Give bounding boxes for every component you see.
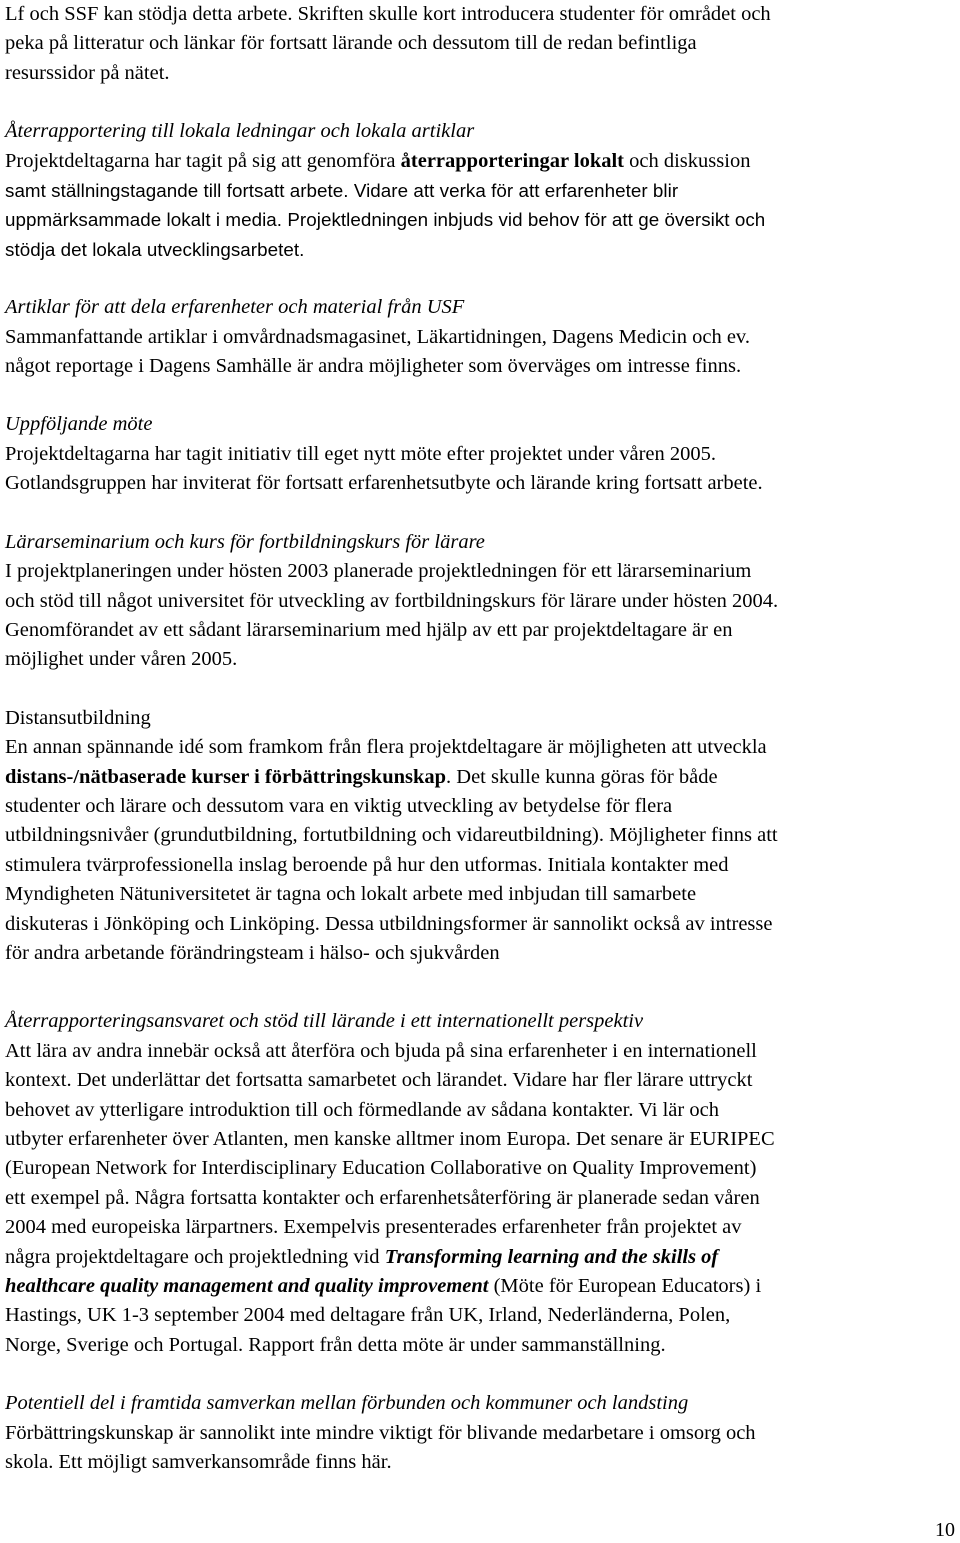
section-international-perspective: [5, 1007, 957, 1360]
section-teacher-seminar: [5, 528, 957, 675]
section-heading: Artiklar för att dela erfarenheter och material från USF: [5, 296, 465, 319]
page-number: 10: [935, 1519, 955, 1541]
text-line: möjlighet under våren 2005.: [5, 648, 238, 671]
text-line: studenter och lärare och dessutom vara en viktig utveckling av betydelse för flera: [5, 794, 673, 817]
text-line: [5, 1243, 957, 1272]
section-heading: Distansutbildning: [5, 706, 151, 729]
text-line: ett exempel på. Några fortsatta kontakter och erfarenhetsåterföring är planerade sedan våren: [5, 1186, 760, 1209]
text-line: (European Network for Interdisciplinary Education Collaborative on Quality Improvement): [5, 1157, 757, 1180]
section-heading: Återrapporteringsansvaret och stöd till lärande i ett internationellt perspektiv: [5, 1010, 644, 1033]
text-line: Projektdeltagarna har tagit initiativ till eget nytt möte efter projektet under våren 2005.: [5, 442, 717, 465]
text-line: resurssidor på nätet.: [5, 61, 170, 84]
text-run: . Det skulle kunna göras för både: [446, 765, 718, 788]
text-line: diskuteras i Jönköping och Linköping. Dessa utbildningsformer är sannolikt också av intresse: [5, 912, 773, 935]
text-line: Lf och SSF kan stödja detta arbete. Skriften skulle kort introducera studenter för området och: [5, 3, 771, 25]
text-line: utbildningsnivåer (grundutbildning, fortutbildning och vidareutbildning). Möjligheter finns att: [5, 824, 778, 847]
text-run: samt ställningstagande till fortsatt arbete.: [5, 180, 349, 202]
section-heading: Uppföljande möte: [5, 413, 153, 436]
text-line: Förbättringskunskap är sannolikt inte mindre viktigt för blivande medarbetare i omsorg och: [5, 1421, 756, 1444]
text-line: 2004 med europeiska lärpartners. Exempelvis presenterades erfarenheter från projektet av: [5, 1216, 742, 1239]
text-run: några projektdeltagare och projektledning vid: [5, 1245, 385, 1268]
text-line: stimulera tvärprofessionella inslag beroende på hur den utformas. Initiala kontakter med: [5, 853, 729, 876]
text-line: Hastings, UK 1-3 september 2004 med deltagare från UK, Irland, Nederländerna, Polen,: [5, 1304, 731, 1327]
text-line: [5, 147, 957, 176]
text-line: Genomförandet av ett sådant lärarseminarium med hjälp av ett par projektdeltagare är en: [5, 618, 733, 641]
text-line: och stöd till något universitet för utveckling av fortbildningskurs för lärare under hösten 2004.: [5, 589, 779, 612]
text-run: (Möte för European Educators) i: [488, 1275, 762, 1298]
conference-title: Transforming learning and the skills of: [384, 1245, 719, 1268]
text-line: Gotlandsgruppen har inviterat för fortsatt erfarenhetsutbyte och lärande kring fortsatt arbete.: [5, 472, 763, 495]
section-follow-up-meeting: [5, 410, 957, 498]
text-line: behovet av ytterligare introduktion till och förmedlande av sådana kontakter. Vi lär och: [5, 1098, 719, 1121]
text-line: I projektplaneringen under hösten 2003 planerade projektledningen för ett lärarseminarium: [5, 560, 752, 583]
section-heading: Potentiell del i framtida samverkan mellan förbunden och kommuner och landsting: [5, 1392, 689, 1415]
text-line: något reportage i Dagens Samhälle är andra möjligheter som överväges om intresse finns.: [5, 355, 742, 378]
text-run: Vidare att verka för att erfarenheter blir: [348, 180, 679, 202]
text-line: kontext. Det underlättar det fortsatta samarbetet och lärandet. Vidare har fler lärare uttryckt: [5, 1069, 753, 1092]
text-run: uppmärksammade lokalt i media.: [5, 209, 283, 231]
section-distance-education: [5, 704, 957, 969]
section-future-collaboration: [5, 1389, 957, 1477]
section-local-reporting: [5, 117, 957, 264]
text-line: [5, 1272, 957, 1301]
conference-title: healthcare quality management and quality improvement: [5, 1275, 489, 1298]
text-line: utbyter erfarenheter över Atlanten, men kanske alltmer inom Europa. Det senare är EURIPEC: [5, 1128, 775, 1150]
text-line: [5, 205, 957, 234]
text-line: stödja det lokala utvecklingsarbetet.: [5, 238, 305, 260]
text-run: Projektdeltagarna har tagit på sig att genomföra: [5, 149, 401, 172]
text-line: [5, 176, 957, 205]
document-page: [5, 0, 957, 1477]
bold-phrase: distans-/nätbaserade kurser i förbättringskunskap: [5, 765, 447, 788]
section-heading: Lärarseminarium och kurs för fortbildningskurs för lärare: [5, 530, 485, 553]
text-line: En annan spännande idé som framkom från flera projektdeltagare är möjligheten att utveckla: [5, 736, 767, 759]
text-line: Myndigheten Nätuniversitetet är tagna och lokalt arbete med inbjudan till samarbete: [5, 883, 697, 906]
text-line: för andra arbetande förändringsteam i hälso- och sjukvården: [5, 941, 500, 964]
text-line: Sammanfattande artiklar i omvårdnadsmagasinet, Läkartidningen, Dagens Medicin och ev.: [5, 325, 750, 348]
text-line: [5, 763, 957, 792]
text-run: och diskussion: [624, 149, 751, 172]
text-run: Projektledningen inbjuds vid behov för att ge översikt och: [282, 209, 766, 231]
bold-phrase: återrapporteringar lokalt: [400, 149, 625, 172]
text-line: skola. Ett möjligt samverkansområde finns här.: [5, 1451, 392, 1474]
intro-paragraph: [5, 0, 957, 88]
section-heading: Återrapportering till lokala ledningar och lokala artiklar: [5, 120, 475, 143]
text-line: Att lära av andra innebär också att återföra och bjuda på sina erfarenheter i en internationell: [5, 1039, 757, 1062]
section-articles: [5, 293, 957, 381]
text-line: Norge, Sverige och Portugal. Rapport från detta möte är under sammanställning.: [5, 1333, 666, 1356]
text-line: peka på litteratur och länkar för fortsatt lärande och dessutom till de redan befintliga: [5, 32, 697, 55]
